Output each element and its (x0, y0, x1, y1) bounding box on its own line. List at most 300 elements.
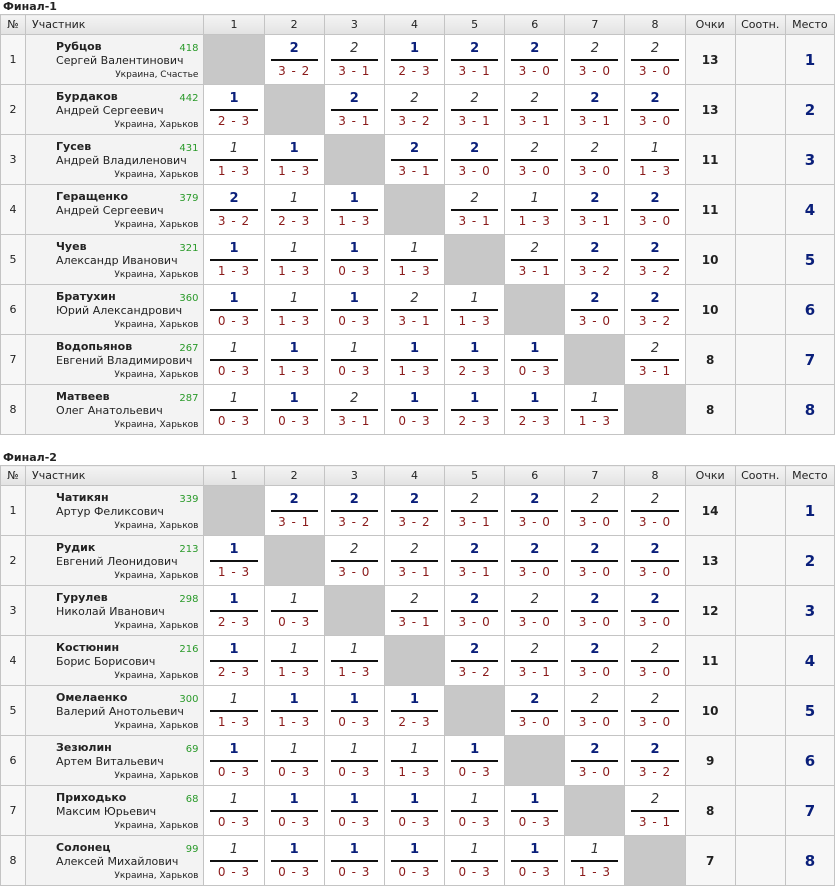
player-cell[interactable] (26, 536, 204, 586)
match-score: 3 - 1 (458, 64, 491, 78)
match-cell[interactable] (565, 235, 625, 285)
match-score: 1 - 3 (278, 364, 311, 378)
match-cell[interactable] (565, 736, 625, 786)
match-cell[interactable] (264, 135, 324, 185)
player-cell[interactable] (26, 135, 204, 185)
player-cell[interactable] (26, 285, 204, 335)
match-result[interactable]: 2 (350, 41, 359, 56)
match-result[interactable]: 2 (590, 91, 600, 106)
match-cell[interactable] (625, 786, 685, 836)
match-result[interactable]: 1 (350, 341, 359, 356)
player-cell[interactable] (26, 686, 204, 736)
match-result[interactable]: 2 (650, 291, 660, 306)
match-result[interactable]: 1 (349, 291, 359, 306)
match-result[interactable]: 1 (470, 792, 479, 807)
match-cell[interactable] (505, 586, 565, 636)
match-cell[interactable] (625, 85, 685, 135)
player-last-name[interactable]: Зезюлин (56, 741, 112, 754)
player-cell[interactable] (26, 786, 204, 836)
match-result[interactable]: 1 (590, 391, 600, 406)
match-result[interactable]: 2 (590, 692, 600, 707)
match-result[interactable]: 1 (349, 792, 359, 807)
match-cell[interactable] (625, 486, 685, 536)
player-city: Украина, Харьков (114, 220, 199, 230)
match-cell[interactable] (625, 285, 685, 335)
match-cell[interactable] (324, 536, 384, 586)
row-number: 8 (1, 836, 26, 886)
player-cell[interactable] (26, 185, 204, 235)
player-cell[interactable] (26, 736, 204, 786)
match-cell[interactable] (384, 335, 444, 385)
match-result[interactable]: 2 (350, 542, 359, 557)
match-result[interactable]: 1 (229, 642, 239, 657)
ratio-cell (735, 486, 785, 536)
match-cell[interactable] (264, 836, 324, 886)
player-last-name[interactable]: Чатикян (56, 491, 109, 504)
result-divider (331, 710, 378, 712)
row-number: 8 (1, 385, 26, 435)
match-score: 1 - 3 (338, 665, 371, 679)
match-cell[interactable] (324, 85, 384, 135)
match-cell[interactable] (445, 836, 505, 886)
match-score: 3 - 0 (638, 515, 672, 529)
player-cell[interactable] (26, 486, 204, 536)
match-cell[interactable] (565, 536, 625, 586)
match-cell[interactable] (264, 636, 324, 686)
match-cell[interactable] (324, 636, 384, 686)
match-cell[interactable] (505, 686, 565, 736)
match-result[interactable]: 2 (590, 642, 600, 657)
match-cell[interactable] (264, 285, 324, 335)
match-cell[interactable] (264, 335, 324, 385)
match-result[interactable]: 1 (229, 141, 239, 156)
match-result[interactable]: 1 (229, 592, 239, 607)
match-result[interactable]: 1 (530, 391, 540, 406)
match-cell[interactable] (204, 836, 264, 886)
match-result[interactable]: 1 (229, 542, 239, 557)
player-rating: 300 (179, 694, 199, 705)
match-cell[interactable] (204, 736, 264, 786)
match-cell[interactable] (505, 185, 565, 235)
match-result[interactable]: 1 (289, 842, 299, 857)
row-number: 1 (1, 486, 26, 536)
match-result[interactable]: 2 (349, 492, 359, 507)
match-result[interactable]: 2 (470, 642, 480, 657)
match-result[interactable]: 2 (470, 191, 479, 206)
match-cell[interactable] (204, 335, 264, 385)
match-cell[interactable] (324, 235, 384, 285)
match-cell[interactable] (204, 285, 264, 335)
match-cell[interactable] (445, 335, 505, 385)
match-cell[interactable] (324, 385, 384, 435)
match-cell[interactable] (625, 185, 685, 235)
match-result[interactable]: 2 (530, 642, 539, 657)
match-cell[interactable] (625, 235, 685, 285)
match-cell[interactable] (384, 486, 444, 536)
player-last-name[interactable]: Приходько (56, 791, 127, 804)
match-result[interactable]: 1 (289, 692, 299, 707)
match-result[interactable]: 1 (229, 341, 239, 356)
match-score: 3 - 0 (578, 565, 611, 579)
ratio-cell (735, 836, 785, 886)
header-round: 3 (324, 466, 384, 486)
match-cell[interactable] (264, 786, 324, 836)
match-result[interactable]: 1 (290, 592, 299, 607)
player-last-name[interactable]: Солонец (56, 841, 111, 854)
match-result[interactable]: 1 (349, 191, 359, 206)
match-cell[interactable] (384, 85, 444, 135)
match-result[interactable]: 2 (289, 41, 299, 56)
match-result[interactable]: 1 (409, 692, 419, 707)
match-cell[interactable] (565, 135, 625, 185)
match-cell[interactable] (565, 836, 625, 886)
match-result[interactable]: 2 (530, 492, 540, 507)
match-result[interactable]: 1 (229, 91, 239, 106)
player-cell[interactable] (26, 586, 204, 636)
player-last-name[interactable]: Геращенко (56, 190, 129, 203)
match-result[interactable]: 2 (590, 141, 600, 156)
match-cell[interactable] (565, 636, 625, 686)
match-cell[interactable] (625, 536, 685, 586)
match-result[interactable]: 1 (290, 291, 299, 306)
match-cell[interactable] (204, 786, 264, 836)
match-cell[interactable] (204, 536, 264, 586)
place-cell: 7 (785, 786, 834, 836)
match-result[interactable]: 1 (530, 191, 539, 206)
match-cell[interactable] (565, 35, 625, 85)
match-result[interactable]: 2 (530, 542, 540, 557)
player-last-name[interactable]: Матвеев (56, 390, 110, 403)
match-score: 3 - 1 (398, 615, 431, 629)
match-cell[interactable] (565, 85, 625, 135)
result-divider (571, 610, 618, 612)
match-result[interactable]: 2 (289, 492, 299, 507)
match-result[interactable]: 1 (229, 291, 239, 306)
self-match-cell (264, 85, 324, 135)
match-result[interactable]: 2 (409, 141, 419, 156)
match-cell[interactable] (324, 786, 384, 836)
match-cell[interactable] (384, 736, 444, 786)
table-row (1, 686, 835, 736)
match-result[interactable]: 2 (410, 291, 419, 306)
player-rating: 213 (179, 544, 199, 555)
match-cell[interactable] (384, 536, 444, 586)
match-cell[interactable] (565, 486, 625, 536)
match-result[interactable]: 1 (410, 742, 419, 757)
match-result[interactable]: 1 (229, 792, 239, 807)
match-result[interactable]: 1 (409, 41, 419, 56)
match-result[interactable]: 1 (409, 842, 419, 857)
player-cell[interactable] (26, 235, 204, 285)
ratio-cell (735, 385, 785, 435)
match-result[interactable]: 2 (409, 492, 419, 507)
match-result[interactable]: 2 (410, 91, 419, 106)
player-last-name[interactable]: Костюнин (56, 641, 120, 654)
result-divider (631, 510, 678, 512)
match-cell[interactable] (384, 135, 444, 185)
match-cell[interactable] (625, 135, 685, 185)
match-cell[interactable] (204, 235, 264, 285)
match-result[interactable]: 2 (590, 592, 600, 607)
match-result[interactable]: 2 (590, 542, 600, 557)
match-result[interactable]: 1 (290, 642, 299, 657)
table-row (1, 335, 835, 385)
match-result[interactable]: 1 (289, 792, 299, 807)
match-result[interactable]: 1 (530, 792, 540, 807)
match-cell[interactable] (565, 686, 625, 736)
match-cell[interactable] (324, 35, 384, 85)
match-result[interactable]: 1 (289, 341, 299, 356)
match-result[interactable]: 2 (650, 792, 660, 807)
match-result[interactable]: 2 (470, 542, 480, 557)
match-cell[interactable] (625, 736, 685, 786)
match-result[interactable]: 1 (470, 291, 479, 306)
match-cell[interactable] (264, 235, 324, 285)
match-cell[interactable] (625, 636, 685, 686)
match-result[interactable]: 1 (470, 341, 480, 356)
match-cell[interactable] (505, 235, 565, 285)
match-result[interactable]: 2 (470, 592, 480, 607)
match-result[interactable]: 1 (229, 742, 239, 757)
match-result[interactable]: 2 (650, 341, 660, 356)
match-result[interactable]: 1 (349, 692, 359, 707)
match-result[interactable]: 1 (229, 391, 239, 406)
match-result[interactable]: 2 (650, 542, 660, 557)
match-cell[interactable] (445, 486, 505, 536)
match-cell[interactable] (505, 636, 565, 686)
match-cell[interactable] (324, 185, 384, 235)
match-cell[interactable] (264, 35, 324, 85)
match-result[interactable]: 2 (530, 692, 540, 707)
match-result[interactable]: 1 (349, 842, 359, 857)
match-result[interactable]: 2 (590, 492, 600, 507)
match-result[interactable]: 2 (650, 492, 660, 507)
match-cell[interactable] (565, 586, 625, 636)
match-result[interactable]: 1 (650, 141, 660, 156)
match-cell[interactable] (324, 836, 384, 886)
match-result[interactable]: 2 (590, 191, 600, 206)
match-result[interactable]: 2 (470, 141, 480, 156)
match-cell[interactable] (445, 135, 505, 185)
match-result[interactable]: 2 (530, 141, 539, 156)
match-result[interactable]: 1 (289, 141, 299, 156)
match-result[interactable]: 2 (349, 91, 359, 106)
match-result[interactable]: 2 (410, 542, 419, 557)
result-divider (331, 560, 378, 562)
player-first-name: Олег Анатольевич (56, 404, 163, 417)
match-cell[interactable] (264, 586, 324, 636)
match-result[interactable]: 1 (290, 241, 299, 256)
match-cell[interactable] (384, 385, 444, 435)
match-result[interactable]: 2 (650, 41, 660, 56)
match-cell[interactable] (204, 135, 264, 185)
match-score: 0 - 3 (217, 765, 251, 779)
match-result[interactable]: 2 (650, 592, 660, 607)
match-cell[interactable] (505, 335, 565, 385)
match-cell[interactable] (445, 586, 505, 636)
player-cell[interactable] (26, 35, 204, 85)
match-score: 3 - 0 (638, 715, 672, 729)
match-cell[interactable] (565, 285, 625, 335)
match-result[interactable]: 2 (590, 291, 600, 306)
match-cell[interactable] (445, 185, 505, 235)
match-cell[interactable] (264, 185, 324, 235)
match-cell[interactable] (445, 385, 505, 435)
match-result[interactable]: 2 (650, 642, 660, 657)
match-result[interactable]: 2 (470, 41, 480, 56)
match-result[interactable]: 1 (409, 792, 419, 807)
match-cell[interactable] (565, 385, 625, 435)
match-cell[interactable] (264, 686, 324, 736)
match-result[interactable]: 1 (349, 241, 359, 256)
match-cell[interactable] (445, 736, 505, 786)
player-last-name[interactable]: Рубцов (56, 40, 102, 53)
match-cell[interactable] (445, 786, 505, 836)
match-cell[interactable] (505, 135, 565, 185)
match-cell[interactable] (505, 385, 565, 435)
match-result[interactable]: 2 (470, 91, 479, 106)
match-result[interactable]: 2 (650, 241, 660, 256)
match-cell[interactable] (384, 586, 444, 636)
match-result[interactable]: 2 (530, 592, 539, 607)
match-score: 2 - 3 (217, 615, 251, 629)
match-cell[interactable] (445, 35, 505, 85)
match-result[interactable]: 2 (650, 742, 660, 757)
match-cell[interactable] (384, 786, 444, 836)
match-result[interactable]: 2 (410, 592, 419, 607)
player-last-name[interactable]: Водопьянов (56, 340, 133, 353)
result-divider (631, 259, 678, 261)
player-last-name[interactable]: Братухин (56, 290, 116, 303)
match-result[interactable]: 1 (410, 241, 419, 256)
match-result[interactable]: 1 (470, 742, 480, 757)
match-cell[interactable] (505, 786, 565, 836)
match-cell[interactable] (324, 486, 384, 536)
result-divider (511, 409, 558, 411)
player-last-name[interactable]: Бурдаков (56, 90, 118, 103)
match-cell[interactable] (324, 285, 384, 335)
match-cell[interactable] (505, 536, 565, 586)
match-cell[interactable] (445, 536, 505, 586)
player-cell[interactable] (26, 335, 204, 385)
player-last-name[interactable]: Омелаенко (56, 691, 128, 704)
result-divider (331, 259, 378, 261)
match-cell[interactable] (625, 335, 685, 385)
self-match-cell (204, 35, 264, 85)
match-result[interactable]: 1 (530, 842, 540, 857)
match-result[interactable]: 1 (229, 692, 239, 707)
match-cell[interactable] (204, 85, 264, 135)
match-result[interactable]: 1 (290, 742, 299, 757)
player-last-name[interactable]: Рудик (56, 541, 96, 554)
match-result[interactable]: 2 (650, 692, 660, 707)
result-divider (271, 59, 318, 61)
match-cell[interactable] (324, 736, 384, 786)
match-score: 3 - 2 (398, 114, 431, 128)
match-cell[interactable] (505, 836, 565, 886)
match-result[interactable]: 1 (409, 341, 419, 356)
result-divider (391, 109, 438, 111)
match-result[interactable]: 1 (409, 391, 419, 406)
match-cell[interactable] (324, 686, 384, 736)
match-result[interactable]: 2 (650, 91, 660, 106)
match-result[interactable]: 2 (350, 391, 359, 406)
match-result[interactable]: 1 (350, 742, 359, 757)
row-number: 4 (1, 185, 26, 235)
match-result[interactable]: 2 (650, 191, 660, 206)
match-cell[interactable] (384, 686, 444, 736)
match-cell[interactable] (324, 335, 384, 385)
match-cell[interactable] (384, 285, 444, 335)
match-cell[interactable] (505, 85, 565, 135)
match-cell[interactable] (384, 35, 444, 85)
match-cell[interactable] (204, 686, 264, 736)
match-score: 1 - 3 (217, 565, 251, 579)
match-result[interactable]: 2 (590, 41, 600, 56)
match-result[interactable]: 1 (289, 391, 299, 406)
match-cell[interactable] (445, 636, 505, 686)
match-cell[interactable] (204, 636, 264, 686)
match-result[interactable]: 2 (530, 41, 540, 56)
match-cell[interactable] (625, 35, 685, 85)
player-last-name[interactable]: Чуев (56, 240, 87, 253)
match-cell[interactable] (505, 486, 565, 536)
player-last-name[interactable]: Гусев (56, 140, 92, 153)
player-cell[interactable] (26, 636, 204, 686)
match-cell[interactable] (625, 686, 685, 736)
match-result[interactable]: 1 (350, 642, 359, 657)
match-result[interactable]: 2 (530, 241, 539, 256)
match-result[interactable]: 2 (229, 191, 239, 206)
match-cell[interactable] (264, 486, 324, 536)
match-score: 1 - 3 (578, 414, 611, 428)
result-divider (571, 510, 618, 512)
player-cell[interactable] (26, 385, 204, 435)
match-cell[interactable] (384, 836, 444, 886)
player-cell[interactable] (26, 85, 204, 135)
match-result[interactable]: 2 (590, 742, 600, 757)
match-cell[interactable] (445, 285, 505, 335)
match-result[interactable]: 2 (470, 492, 479, 507)
match-cell[interactable] (204, 586, 264, 636)
match-result[interactable]: 1 (530, 341, 540, 356)
table-row (1, 586, 835, 636)
match-cell[interactable] (445, 85, 505, 135)
match-result[interactable]: 1 (470, 391, 480, 406)
match-cell[interactable] (384, 235, 444, 285)
match-cell[interactable] (505, 35, 565, 85)
match-score: 3 - 0 (578, 515, 611, 529)
match-result[interactable]: 2 (590, 241, 600, 256)
match-cell[interactable] (204, 185, 264, 235)
match-cell[interactable] (565, 185, 625, 235)
match-result[interactable]: 1 (470, 842, 479, 857)
match-result[interactable]: 1 (229, 842, 239, 857)
result-divider (210, 860, 257, 862)
match-cell[interactable] (264, 385, 324, 435)
match-cell[interactable] (264, 736, 324, 786)
player-cell[interactable] (26, 836, 204, 886)
player-last-name[interactable]: Гурулев (56, 591, 108, 604)
match-result[interactable]: 1 (590, 842, 600, 857)
match-cell[interactable] (625, 586, 685, 636)
match-result[interactable]: 2 (530, 91, 539, 106)
points-cell: 11 (685, 135, 735, 185)
match-cell[interactable] (204, 385, 264, 435)
match-result[interactable]: 1 (290, 191, 299, 206)
match-result[interactable]: 1 (229, 241, 239, 256)
match-score: 3 - 2 (458, 665, 491, 679)
